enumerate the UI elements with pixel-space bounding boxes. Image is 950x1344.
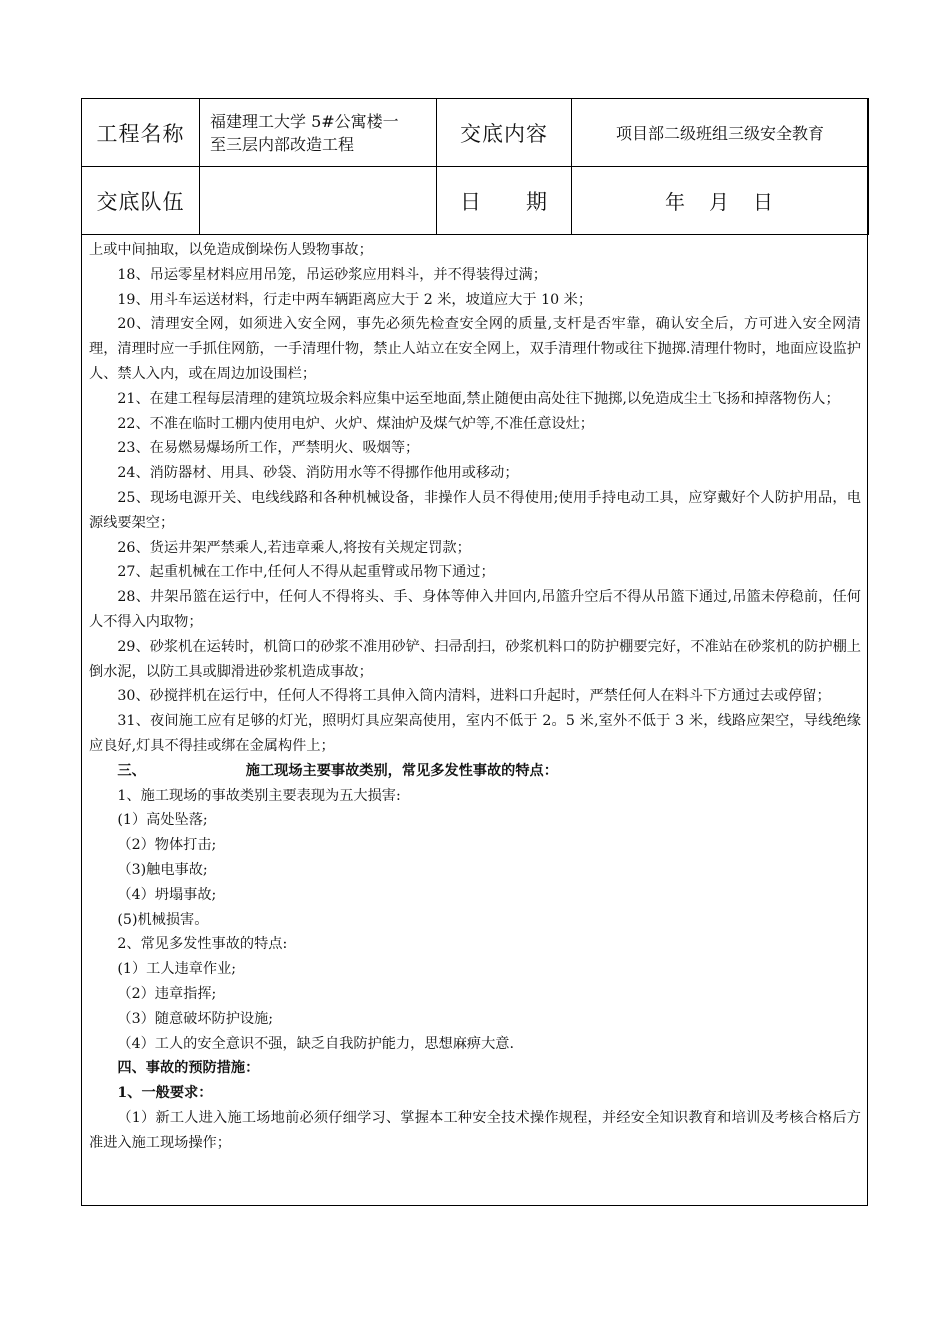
- disclosure-header-table: [81, 98, 869, 235]
- content-label: 交底内容: [437, 99, 572, 167]
- header-row-project: [82, 99, 869, 167]
- list-item: （3)触电事故;: [117, 861, 208, 878]
- header-row-team: [82, 167, 869, 235]
- body-line: 28、井架吊篮在运行中，任何人不得将头、手、身体等伸入井回内,吊篮升空后不得从吊篮下通过,吊篮未停稳前，任何人不得入内取物；: [89, 589, 861, 630]
- date-label: 日 期: [437, 167, 572, 235]
- body-line: 30、砂搅拌机在运行中，任何人不得将工具伸入筒内清料，进料口升起时，严禁任何人在料斗下方通过去或停留；: [117, 688, 831, 705]
- body-line: 27、起重机械在工作中,任何人不得从起重臂或吊物下通过；: [117, 564, 495, 581]
- content-value: 项目部二级班组三级安全教育: [572, 99, 869, 167]
- list-item: （4）坍塌事故;: [117, 886, 217, 903]
- section-3-item-2: 2、常见多发性事故的特点:: [117, 936, 288, 953]
- list-item: (1）高处坠落;: [117, 812, 208, 829]
- section-4-heading: 四、事故的预防措施：: [117, 1060, 260, 1077]
- body-line: 26、货运井架严禁乘人,若违章乘人,将按有关规定罚款；: [117, 539, 471, 556]
- section-3-title: 施工现场主要事故类别，常见多发性事故的特点：: [245, 762, 558, 779]
- project-name-line2: 至三层内部改造工程: [210, 134, 355, 154]
- team-label: 交底队伍: [82, 167, 200, 235]
- body-line: 21、在建工程每层清理的建筑垃圾余料应集中运至地面,禁止随便由高处往下抛掷,以免造成尘土飞扬和掉落物伤人；: [117, 390, 840, 407]
- body-line: 25、现场电源开关、电线线路和各种机械设备，非操作人员不得使用;使用手持电动工具，应穿戴好个人防护用品，电源线要架空；: [89, 489, 861, 531]
- date-value: 年 月 日: [572, 167, 869, 235]
- project-name-line1: 福建理工大学 5#公寓楼一: [210, 111, 399, 131]
- list-item: （4）工人的安全意识不强，缺乏自我防护能力，思想麻痹大意.: [117, 1035, 514, 1052]
- body-line: 18、吊运零星材料应用吊笼，吊运砂浆应用料斗，并不得装得过满；: [117, 266, 547, 283]
- body-line: 20、清理安全网，如须进入安全网，事先必须先检查安全网的质量,支杆是否牢靠，确认安全后，方可进入安全网清理，清理时应一手抓住网筋，一手清理什物，禁止人站立在安全网上，双手清理什物或往下抛掷.清理什物时，地面应设监护人、禁人入内，或在周边加设围栏；: [89, 316, 861, 382]
- section-4-item-1: 1、一般要求：: [117, 1085, 213, 1102]
- list-item: （3）随意破坏防护设施;: [117, 1010, 274, 1027]
- project-name-label: 工程名称: [82, 99, 200, 167]
- section-3-item-1: 1、施工现场的事故类别主要表现为五大损害:: [117, 787, 401, 804]
- team-value: [200, 167, 437, 235]
- section-3-number: 三、: [117, 762, 146, 779]
- project-name-value: [200, 99, 437, 167]
- list-item: (5)机械损害。: [117, 911, 209, 928]
- body-line: 19、用斗车运送材料，行走中两车辆距离应大于 2 米，坡道应大于 10 米；: [117, 291, 593, 308]
- body-line: 29、砂浆机在运转时，机筒口的砂浆不准用砂铲、扫帚刮扫，砂浆机料口的防护棚要完好，不准站在砂浆机的防护棚上倒水泥，以防工具或脚滑进砂浆机造成事故；: [89, 638, 861, 680]
- section-3-heading: [89, 759, 861, 784]
- body-line: 22、不准在临时工棚内使用电炉、火炉、煤油炉及煤气炉等,不准任意设灶；: [117, 415, 594, 432]
- body-line: 24、消防器材、用具、砂袋、消防用水等不得挪作他用或移动；: [117, 465, 519, 482]
- body-line: 31、夜间施工应有足够的灯光，照明灯具应架高使用，室内不低于 2。5 米,室外不低于 3 米，线路应架空，导线绝缘应良好,灯具不得挂或绑在金属构件上；: [89, 713, 861, 754]
- list-item: （2）物体打击;: [117, 837, 217, 854]
- document-body: [89, 238, 861, 1155]
- body-line: 23、在易燃易爆场所工作，严禁明火、吸烟等；: [117, 440, 420, 457]
- list-item: (1）工人违章作业;: [117, 961, 237, 978]
- list-item: （2）违章指挥;: [117, 985, 217, 1002]
- body-line: 上或中间抽取，以免造成倒垛伤人毁物事故；: [89, 242, 373, 258]
- section-4-paragraph: （1）新工人进入施工场地前必须仔细学习、掌握本工种安全技术操作规程，并经安全知识教育和培训及考核合格后方准进入施工现场操作；: [89, 1109, 861, 1151]
